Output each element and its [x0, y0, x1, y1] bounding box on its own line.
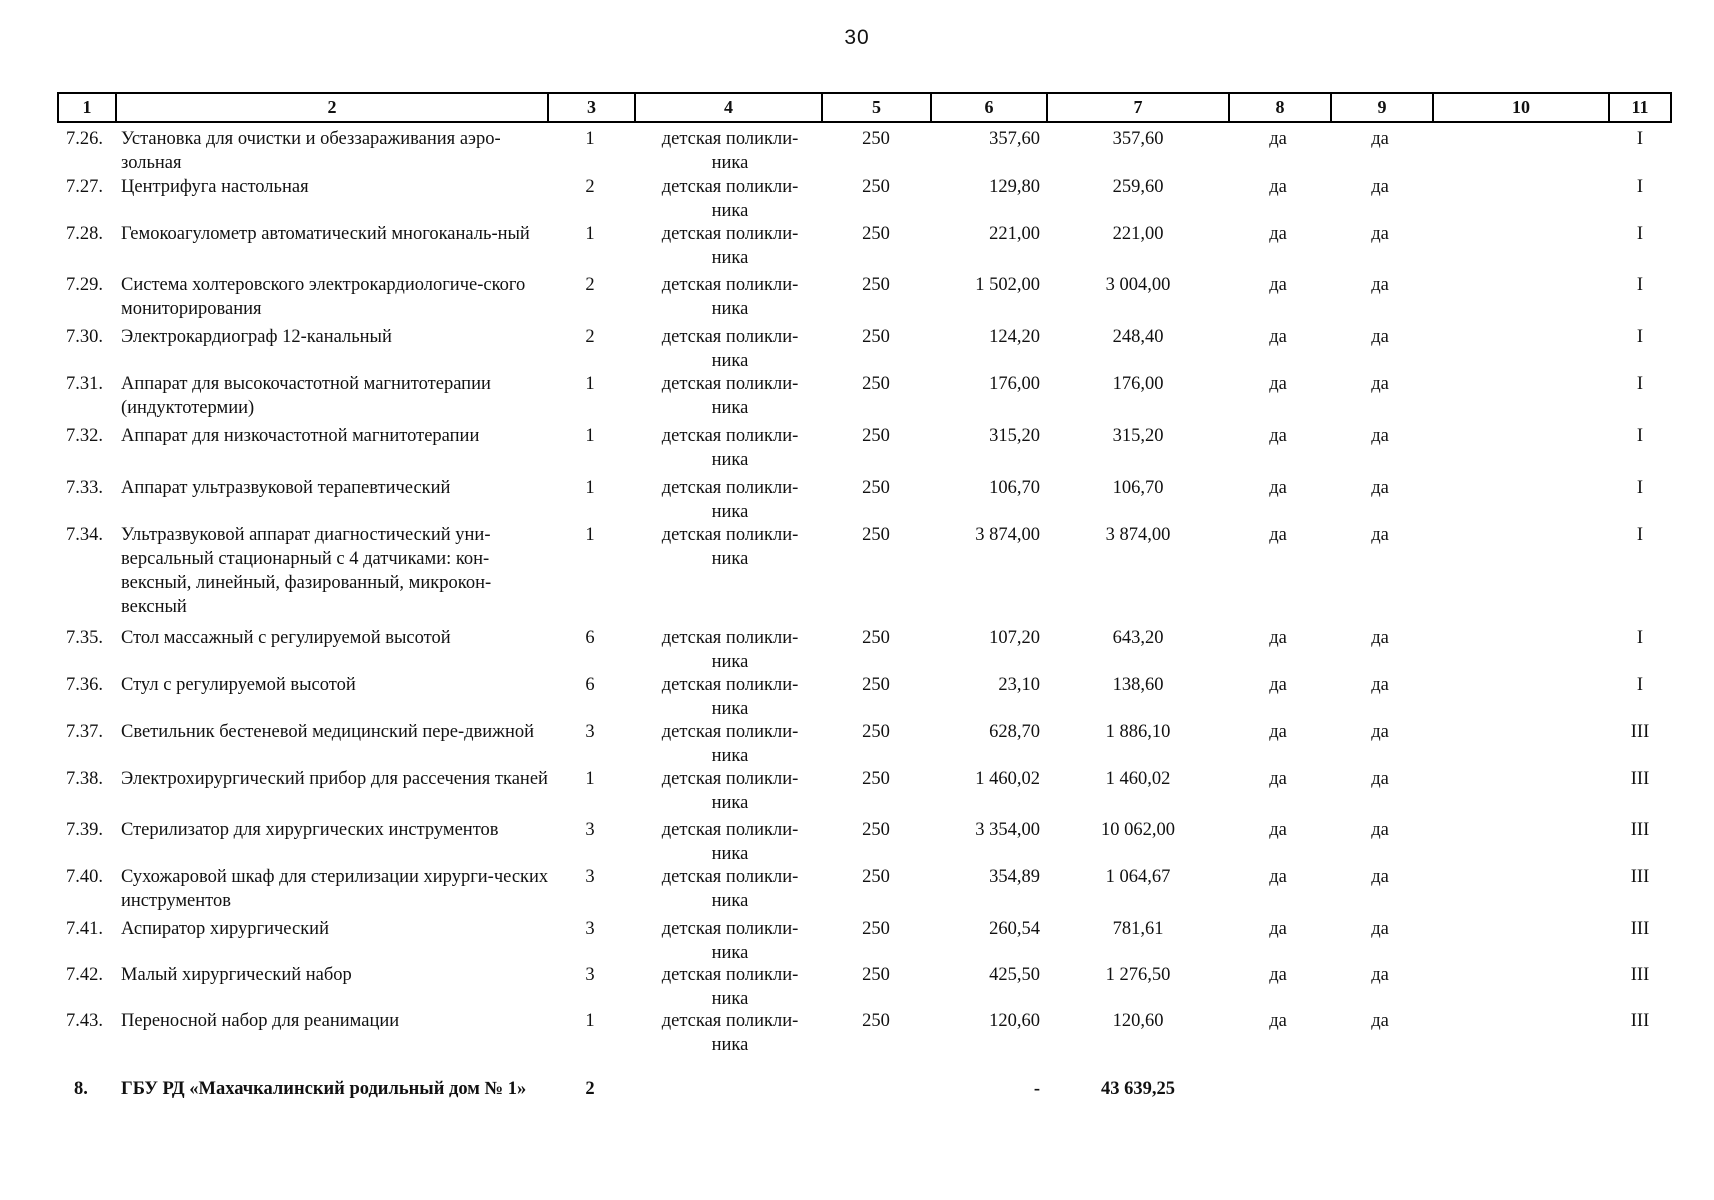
- flag-col9: да: [1371, 965, 1389, 985]
- total-cost: 357,60: [1112, 129, 1164, 149]
- value-col5: 250: [862, 525, 890, 545]
- equipment-name: Аппарат для высокочастотной магнитотерапии (индуктотермии): [121, 374, 491, 418]
- table-row: [0, 818, 1714, 865]
- equipment-name: Электрохирургический прибор для рассечения тканей: [121, 769, 548, 789]
- unit-cost: 107,20: [989, 628, 1040, 648]
- unit-cost: 176,00: [989, 374, 1040, 394]
- equipment-name: Переносной набор для реанимации: [121, 1011, 400, 1031]
- quantity: 3: [585, 965, 595, 985]
- equipment-name: Система холтеровского электрокардиологиче-ского мониторирования: [121, 275, 526, 319]
- column-header-10: 10: [1433, 93, 1609, 122]
- row-number: 7.39.: [66, 820, 103, 840]
- row-number: 7.29.: [66, 275, 103, 295]
- row-number: 7.27.: [66, 177, 103, 197]
- flag-col8: да: [1269, 628, 1287, 648]
- row-number: 7.28.: [66, 224, 103, 244]
- unit-cost: 3 874,00: [975, 525, 1040, 545]
- flag-col8: да: [1269, 525, 1287, 545]
- value-col5: 250: [862, 919, 890, 939]
- summary-quantity: 2: [585, 1079, 595, 1099]
- flag-col8: да: [1269, 867, 1287, 887]
- class-col11: III: [1630, 722, 1650, 742]
- total-cost: 221,00: [1112, 224, 1164, 244]
- flag-col9: да: [1371, 224, 1389, 244]
- unit-cost: 1 460,02: [975, 769, 1040, 789]
- class-col11: I: [1636, 426, 1644, 446]
- class-col11: III: [1630, 965, 1650, 985]
- class-col11: I: [1636, 224, 1644, 244]
- quantity: 1: [585, 769, 595, 789]
- equipment-name: Центрифуга настольная: [121, 177, 309, 197]
- flag-col8: да: [1269, 327, 1287, 347]
- unit-cost: 106,70: [989, 478, 1040, 498]
- class-col11: I: [1636, 525, 1644, 545]
- table-row: [0, 523, 1714, 626]
- flag-col8: да: [1269, 129, 1287, 149]
- value-col5: 250: [862, 628, 890, 648]
- summary-institution-name: ГБУ РД «Махачкалинский родильный дом № 1»: [121, 1079, 527, 1099]
- institution: детская поликли-ника: [661, 374, 799, 418]
- total-cost: 138,60: [1112, 675, 1164, 695]
- flag-col9: да: [1371, 867, 1389, 887]
- table-row: [0, 673, 1714, 720]
- unit-cost: 129,80: [989, 177, 1040, 197]
- total-cost: 176,00: [1112, 374, 1164, 394]
- institution: детская поликли-ника: [661, 675, 799, 719]
- quantity: 1: [585, 224, 595, 244]
- total-cost: 315,20: [1112, 426, 1164, 446]
- equipment-name: Гемокоагулометр автоматический многоканаль-ный: [121, 224, 530, 244]
- institution: детская поликли-ника: [661, 965, 799, 1009]
- quantity: 6: [585, 628, 595, 648]
- total-cost: 1 064,67: [1105, 867, 1171, 887]
- total-cost: 10 062,00: [1101, 820, 1175, 840]
- table-row: [0, 175, 1714, 222]
- flag-col9: да: [1371, 769, 1389, 789]
- table-row: [0, 720, 1714, 767]
- row-number: 7.42.: [66, 965, 103, 985]
- institution: детская поликли-ника: [661, 525, 799, 569]
- quantity: 2: [585, 327, 595, 347]
- quantity: 1: [585, 1011, 595, 1031]
- summary-total-cost: 43 639,25: [1101, 1079, 1175, 1099]
- institution: детская поликли-ника: [661, 224, 799, 268]
- class-col11: III: [1630, 820, 1650, 840]
- flag-col9: да: [1371, 675, 1389, 695]
- flag-col9: да: [1371, 628, 1389, 648]
- quantity: 1: [585, 374, 595, 394]
- flag-col9: да: [1371, 919, 1389, 939]
- quantity: 1: [585, 426, 595, 446]
- row-number: 7.34.: [66, 525, 103, 545]
- flag-col8: да: [1269, 426, 1287, 446]
- class-col11: III: [1630, 919, 1650, 939]
- flag-col9: да: [1371, 275, 1389, 295]
- flag-col8: да: [1269, 224, 1287, 244]
- equipment-name: Аспиратор хирургический: [121, 919, 329, 939]
- table-row: [0, 963, 1714, 1009]
- flag-col8: да: [1269, 919, 1287, 939]
- table-row: [0, 325, 1714, 372]
- unit-cost: 1 502,00: [975, 275, 1040, 295]
- summary-row: [0, 1077, 1714, 1137]
- flag-col8: да: [1269, 675, 1287, 695]
- table-row: [0, 626, 1714, 673]
- institution: детская поликли-ника: [661, 722, 799, 766]
- column-header-5: 5: [822, 93, 931, 122]
- flag-col8: да: [1269, 965, 1287, 985]
- quantity: 3: [585, 820, 595, 840]
- unit-cost: 357,60: [989, 129, 1040, 149]
- column-header-4: 4: [635, 93, 822, 122]
- unit-cost: 354,89: [989, 867, 1040, 887]
- equipment-name: Ультразвуковой аппарат диагностический уни-версальный стационарный с 4 датчиками: кон-вексный, линейный, фазированный, микрокон-вексный: [121, 525, 492, 617]
- value-col5: 250: [862, 769, 890, 789]
- column-header-6: 6: [931, 93, 1047, 122]
- value-col5: 250: [862, 224, 890, 244]
- unit-cost: 120,60: [989, 1011, 1040, 1031]
- flag-col8: да: [1269, 177, 1287, 197]
- row-number: 7.35.: [66, 628, 103, 648]
- flag-col9: да: [1371, 426, 1389, 446]
- row-number: 7.37.: [66, 722, 103, 742]
- row-number: 7.26.: [66, 129, 103, 149]
- class-col11: III: [1630, 1011, 1650, 1031]
- table-row: [0, 222, 1714, 273]
- total-cost: 248,40: [1112, 327, 1164, 347]
- equipment-name: Аппарат для низкочастотной магнитотерапии: [121, 426, 480, 446]
- table-row: [0, 424, 1714, 476]
- row-number: 7.38.: [66, 769, 103, 789]
- column-header-table: [57, 92, 1672, 123]
- summary-number: 8.: [74, 1079, 88, 1099]
- flag-col8: да: [1269, 722, 1287, 742]
- class-col11: I: [1636, 177, 1644, 197]
- table-body: [0, 127, 1714, 1137]
- institution: детская поликли-ника: [661, 478, 799, 522]
- total-cost: 106,70: [1112, 478, 1164, 498]
- total-cost: 1 886,10: [1105, 722, 1171, 742]
- flag-col8: да: [1269, 1011, 1287, 1031]
- column-header-2: 2: [116, 93, 548, 122]
- flag-col9: да: [1371, 478, 1389, 498]
- flag-col8: да: [1269, 769, 1287, 789]
- column-header-7: 7: [1047, 93, 1229, 122]
- column-header-8: 8: [1229, 93, 1331, 122]
- row-number: 7.30.: [66, 327, 103, 347]
- value-col5: 250: [862, 374, 890, 394]
- table-row: [0, 917, 1714, 963]
- table-row: [0, 127, 1714, 175]
- table-row: [0, 767, 1714, 818]
- class-col11: I: [1636, 478, 1644, 498]
- class-col11: I: [1636, 275, 1644, 295]
- row-number: 7.36.: [66, 675, 103, 695]
- equipment-name: Стол массажный с регулируемой высотой: [121, 628, 451, 648]
- equipment-name: Стерилизатор для хирургических инструментов: [121, 820, 499, 840]
- row-number: 7.43.: [66, 1011, 103, 1031]
- institution: детская поликли-ника: [661, 769, 799, 813]
- total-cost: 1 460,02: [1105, 769, 1171, 789]
- flag-col9: да: [1371, 327, 1389, 347]
- value-col5: 250: [862, 965, 890, 985]
- column-header-1: 1: [58, 93, 116, 122]
- quantity: 2: [585, 275, 595, 295]
- institution: детская поликли-ника: [661, 177, 799, 221]
- table-row: [0, 865, 1714, 917]
- table-row: [0, 273, 1714, 325]
- equipment-name: Установка для очистки и обеззараживания аэро-зольная: [121, 129, 501, 173]
- page-number: 30: [844, 26, 870, 49]
- column-header-9: 9: [1331, 93, 1433, 122]
- unit-cost: 260,54: [989, 919, 1040, 939]
- unit-cost: 3 354,00: [975, 820, 1040, 840]
- equipment-name: Малый хирургический набор: [121, 965, 352, 985]
- flag-col8: да: [1269, 820, 1287, 840]
- total-cost: 643,20: [1112, 628, 1164, 648]
- institution: детская поликли-ника: [661, 867, 799, 911]
- value-col5: 250: [862, 820, 890, 840]
- value-col5: 250: [862, 1011, 890, 1031]
- table-row: [0, 372, 1714, 424]
- flag-col9: да: [1371, 525, 1389, 545]
- equipment-name: Стул с регулируемой высотой: [121, 675, 356, 695]
- flag-col8: да: [1269, 275, 1287, 295]
- flag-col9: да: [1371, 722, 1389, 742]
- institution: детская поликли-ника: [661, 327, 799, 371]
- column-header-11: 11: [1609, 93, 1671, 122]
- total-cost: 259,60: [1112, 177, 1164, 197]
- table-row: [0, 1009, 1714, 1077]
- flag-col8: да: [1269, 374, 1287, 394]
- institution: детская поликли-ника: [661, 628, 799, 672]
- value-col5: 250: [862, 129, 890, 149]
- class-col11: III: [1630, 867, 1650, 887]
- unit-cost: 628,70: [989, 722, 1040, 742]
- value-col5: 250: [862, 327, 890, 347]
- institution: детская поликли-ника: [661, 426, 799, 470]
- quantity: 2: [585, 177, 595, 197]
- total-cost: 3 004,00: [1105, 275, 1171, 295]
- value-col5: 250: [862, 867, 890, 887]
- quantity: 1: [585, 129, 595, 149]
- class-col11: I: [1636, 628, 1644, 648]
- equipment-name: Светильник бестеневой медицинский пере-движной: [121, 722, 535, 742]
- value-col5: 250: [862, 722, 890, 742]
- quantity: 3: [585, 919, 595, 939]
- unit-cost: 315,20: [989, 426, 1040, 446]
- quantity: 1: [585, 478, 595, 498]
- flag-col9: да: [1371, 1011, 1389, 1031]
- table-row: [0, 476, 1714, 523]
- quantity: 1: [585, 525, 595, 545]
- quantity: 3: [585, 722, 595, 742]
- value-col5: 250: [862, 478, 890, 498]
- total-cost: 120,60: [1112, 1011, 1164, 1031]
- unit-cost: 425,50: [989, 965, 1040, 985]
- row-number: 7.31.: [66, 374, 103, 394]
- value-col5: 250: [862, 275, 890, 295]
- total-cost: 1 276,50: [1105, 965, 1171, 985]
- institution: детская поликли-ника: [661, 919, 799, 963]
- row-number: 7.33.: [66, 478, 103, 498]
- quantity: 3: [585, 867, 595, 887]
- quantity: 6: [585, 675, 595, 695]
- row-number: 7.40.: [66, 867, 103, 887]
- total-cost: 3 874,00: [1105, 525, 1171, 545]
- class-col11: I: [1636, 129, 1644, 149]
- flag-col9: да: [1371, 177, 1389, 197]
- row-number: 7.41.: [66, 919, 103, 939]
- column-header-row: [58, 93, 1671, 122]
- unit-cost: 23,10: [998, 675, 1040, 695]
- equipment-name: Аппарат ультразвуковой терапевтический: [121, 478, 451, 498]
- class-col11: I: [1636, 675, 1644, 695]
- flag-col9: да: [1371, 820, 1389, 840]
- value-col5: 250: [862, 426, 890, 446]
- institution: детская поликли-ника: [661, 1011, 799, 1055]
- flag-col9: да: [1371, 374, 1389, 394]
- institution: детская поликли-ника: [661, 129, 799, 173]
- unit-cost: 124,20: [989, 327, 1040, 347]
- flag-col9: да: [1371, 129, 1389, 149]
- value-col5: 250: [862, 177, 890, 197]
- row-number: 7.32.: [66, 426, 103, 446]
- equipment-name: Сухожаровой шкаф для стерилизации хирурги-ческих инструментов: [121, 867, 549, 911]
- class-col11: I: [1636, 327, 1644, 347]
- value-col5: 250: [862, 675, 890, 695]
- total-cost: 781,61: [1112, 919, 1164, 939]
- flag-col8: да: [1269, 478, 1287, 498]
- summary-unit-cost: -: [1033, 1079, 1040, 1099]
- column-header-3: 3: [548, 93, 635, 122]
- unit-cost: 221,00: [989, 224, 1040, 244]
- institution: детская поликли-ника: [661, 275, 799, 319]
- institution: детская поликли-ника: [661, 820, 799, 864]
- class-col11: I: [1636, 374, 1644, 394]
- class-col11: III: [1630, 769, 1650, 789]
- equipment-name: Электрокардиограф 12-канальный: [121, 327, 392, 347]
